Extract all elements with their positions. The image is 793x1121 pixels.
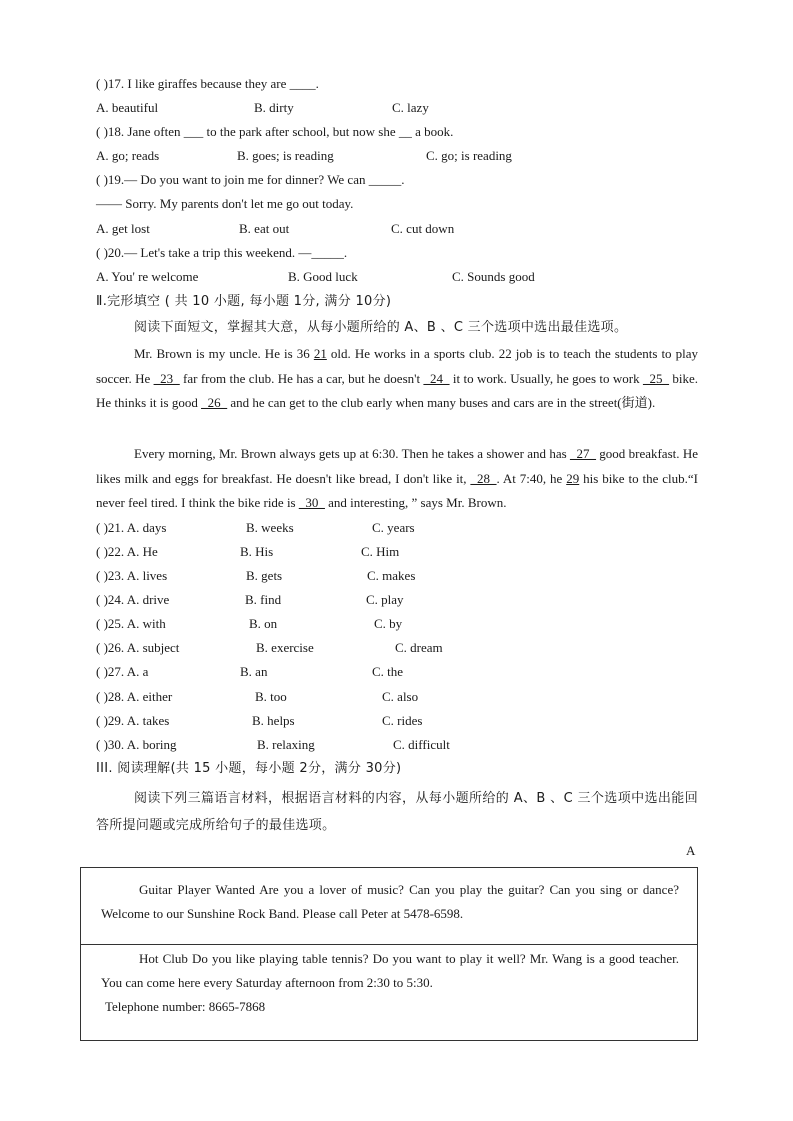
option-a: A. get lost (96, 221, 150, 236)
option-a: A. go; reads (96, 148, 160, 163)
section-2-heading: Ⅱ.完形填空 ( 共 10 小题, 每小题 1分, 满分 10分) (96, 294, 392, 309)
option-a: ( )24. A. drive (96, 592, 170, 607)
option-c: C. Sounds good (452, 269, 535, 284)
option-c: C. lazy (392, 100, 429, 115)
option-a: ( )23. A. lives (96, 568, 168, 583)
blank-22: 22 (498, 346, 512, 361)
blank-28: _28_ (470, 470, 497, 486)
option-c: C. the (372, 664, 404, 679)
blank-27: _27_ (569, 446, 596, 461)
blank-24: _24_ (423, 370, 450, 386)
option-b: B. dirty (254, 100, 294, 115)
option-c: C. dream (395, 640, 443, 655)
option-c: C. years (372, 520, 415, 535)
blank-30: _30_ (298, 495, 325, 510)
blank-23: _23_ (153, 370, 180, 386)
blank-29: 29 (566, 470, 580, 486)
option-b: B. weeks (246, 520, 294, 535)
option-a: ( )28. A. either (96, 689, 173, 704)
option-c: C. makes (367, 568, 416, 583)
option-a: ( )27. A. a (96, 664, 149, 679)
cloze-paragraph-1: Mr. Brown is my uncle. He is 36 21 old. He works in a sports club. 22 job is to teach the students to play soccer. He _23_ far from the club. He has a car, but he doesn't _24_ it to work. Usually, he goes to work _25_ bike. He thinks it is good _26_ and he can get to the club early when many buses and cars are in the street(街道). (96, 346, 699, 410)
blank-21: 21 (313, 346, 327, 361)
ad-guitar-player: Guitar Player Wanted Are you a lover of music? Can you play the guitar? Can you sing or dance? Welcome to our Sunshine Rock Band. Please call Peter at 5478-6598. (101, 882, 679, 921)
option-a: ( )30. A. boring (96, 737, 177, 752)
option-a: A. You' re welcome (96, 269, 199, 284)
ad-hot-club-text: Hot Club Do you like playing table tennis? Do you want to play it well? Mr. Wang is a good teacher. You can come here every Saturday afternoon from 2:30 to 5:30. (101, 951, 679, 990)
option-b: B. exercise (256, 640, 314, 655)
option-a: A. beautiful (96, 100, 159, 115)
option-b: B. Good luck (288, 269, 358, 284)
option-c: C. rides (382, 713, 423, 728)
ads-box (80, 867, 698, 1041)
section-3-instruction: 阅读下列三篇语言材料，根据语言材料的内容，从每小题所给的 A、B 、C 三个选项中选出能回答所提问题或完成所给句子的最佳选项。 (96, 791, 698, 833)
option-a: ( )25. A. with (96, 616, 166, 631)
option-b: B. find (245, 592, 282, 607)
option-b: B. helps (252, 713, 295, 728)
ad-hot-club-phone: Telephone number: 8665-7868 (105, 999, 266, 1014)
option-c: C. also (382, 689, 419, 704)
option-c: C. by (374, 616, 403, 631)
option-b: B. eat out (239, 221, 290, 236)
blank-26: _26_ (201, 395, 228, 410)
option-b: B. gets (246, 568, 283, 583)
cloze-paragraph-2: Every morning, Mr. Brown always gets up at 6:30. Then he takes a shower and has _27_ good breakfast. He likes milk and eggs for breakfast. He doesn't like bread, I don't like it, _28_. At 7:40, he 29 his bike to the club.“I never feel tired. I think the bike ride is _30_ and interesting, ” says Mr. Brown. (96, 446, 698, 510)
option-a: ( )26. A. subject (96, 640, 180, 655)
option-a: ( )29. A. takes (96, 713, 170, 728)
option-a: ( )21. A. days (96, 520, 167, 535)
question-19-stem: ( )19.— Do you want to join me for dinner? We can _____. (96, 172, 405, 187)
question-18-stem: ( )18. Jane often ___ to the park after school, but now she __ a book. (96, 124, 454, 139)
section-2-instruction: 阅读下面短文，掌握其大意，从每小题所给的 A、B 、C 三个选项中选出最佳选项。 (134, 320, 628, 335)
question-19-reply: —— Sorry. My parents don't let me go out today. (96, 196, 354, 211)
question-20-stem: ( )20.— Let's take a trip this weekend. —_____. (96, 245, 348, 260)
blank-25: _25_ (642, 370, 669, 386)
option-b: B. on (249, 616, 278, 631)
ad-hot-club (81, 945, 697, 1019)
option-b: B. His (240, 544, 274, 559)
option-c: C. play (366, 592, 404, 607)
passage-label: A (686, 843, 696, 858)
option-b: B. too (255, 689, 287, 704)
section-3-heading: III. 阅读理解(共 15 小题，每小题 2分，满分 30分) (96, 761, 402, 776)
option-b: B. an (240, 664, 268, 679)
question-17-stem: ( )17. I like giraffes because they are ____. (96, 76, 319, 91)
option-c: C. go; is reading (426, 148, 512, 163)
option-c: C. cut down (391, 221, 455, 236)
option-c: C. difficult (393, 737, 450, 752)
option-c: C. Him (361, 544, 400, 559)
option-b: B. goes; is reading (237, 148, 334, 163)
option-b: B. relaxing (257, 737, 315, 752)
option-a: ( )22. A. He (96, 544, 158, 559)
